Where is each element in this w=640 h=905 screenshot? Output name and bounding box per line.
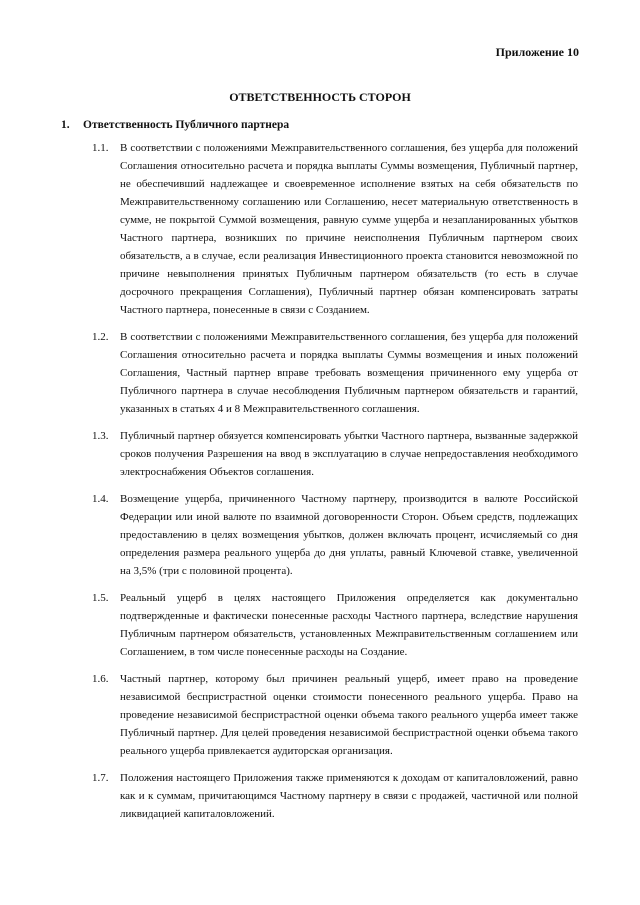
clause-text: В соответствии с положениями Межправительственного соглашения, без ущерба для положений Соглашения относительно расчета и порядка выплаты Суммы возмещения и иных положений Соглашения, Частный партнер вправе требовать возмещения причиненного ему ущерба от Публичного партнера в случае несоблюдения Публичным партнером обязательств и гарантий, указанных в статьях 4 и 8 Межправительственного соглашения. (120, 331, 578, 415)
section-number: 1. (61, 119, 70, 131)
clause-1-2 (0, 328, 640, 418)
clause-number: 1.5. (92, 592, 109, 604)
clause-text: Частный партнер, которому был причинен реальный ущерб, имеет право на проведение независимой беспристрастной оценки стоимости понесенного реального ущерба. Право на проведение независимой беспристрастной оценки объема такого реального ущерба имеет также Публичный партнер. Для целей проведения независимой беспристрастной оценки объема такого реального ущерба привлекается аудиторская организация. (120, 673, 578, 757)
clause-1-3 (0, 427, 640, 481)
section-heading (61, 118, 289, 133)
clause-number: 1.1. (92, 142, 109, 154)
clause-1-5 (0, 589, 640, 661)
clause-number: 1.6. (92, 673, 109, 685)
clause-text: Возмещение ущерба, причиненного Частному партнеру, производится в валюте Российской Федерации или иной валюте по взаимной договоренности Сторон. Объем средств, подлежащих предоставлению в целях возмещения убытков, должен включать процент, исчисляемый со дня определения размера реального ущерба до дня уплаты, равный Ключевой ставке, увеличенной на 3,5% (три с половиной процента). (120, 493, 578, 577)
clause-text: В соответствии с положениями Межправительственного соглашения, без ущерба для положений Соглашения относительно расчета и порядка выплаты Суммы возмещения, Публичный партнер, не обеспечивший надлежащее и своевременное исполнение взятых на себя обязательств по Межправительственному соглашению или Соглашению, несет материальную ответственность в сумме, не покрытой Суммой возмещения, равную сумме ущерба и незапланированных убытков Частного партнера, возникших по причине неисполнения Публичным партнером своих обязательств, а в случае, если реализация Инвестиционного проекта становится невозможной по причине невыполнения принятых Публичным партнером обязательств (то есть в случае досрочного прекращения Соглашения), Публичный партнер обязан компенсировать затраты Частного партнера, понесенные в связи с Созданием. (120, 142, 578, 316)
clause-1-1 (0, 139, 640, 319)
clause-1-7 (0, 769, 640, 823)
clause-text: Реальный ущерб в целях настоящего Приложения определяется как документально подтвержденные и фактически понесенные расходы Частного партнера, вследствие нарушения Публичным партнером обязательств, установленных Межправительственным соглашением или Соглашением, в том числе понесенные расходы на Создание. (120, 592, 578, 658)
clause-number: 1.2. (92, 331, 109, 343)
appendix-label: Приложение 10 (495, 45, 579, 59)
clause-number: 1.7. (92, 772, 109, 784)
clause-number: 1.3. (92, 430, 109, 442)
clause-1-4 (0, 490, 640, 580)
clause-text: Положения настоящего Приложения также применяются к доходам от капиталовложений, равно как и к суммам, причитающимся Частному партнеру в связи с продажей, частичной или полной ликвидацией капиталовложений. (120, 772, 578, 820)
clause-list (0, 139, 640, 832)
clause-1-6 (0, 670, 640, 760)
document-title: ОТВЕТСТВЕННОСТЬ СТОРОН (229, 90, 411, 104)
section-heading-text: Ответственность Публичного партнера (83, 119, 290, 131)
clause-number: 1.4. (92, 493, 109, 505)
clause-text: Публичный партнер обязуется компенсировать убытки Частного партнера, вызванные задержкой сроков получения Разрешения на ввод в эксплуатацию в случае непредоставления необходимого электроснабжения Объектов соглашения. (120, 430, 578, 478)
